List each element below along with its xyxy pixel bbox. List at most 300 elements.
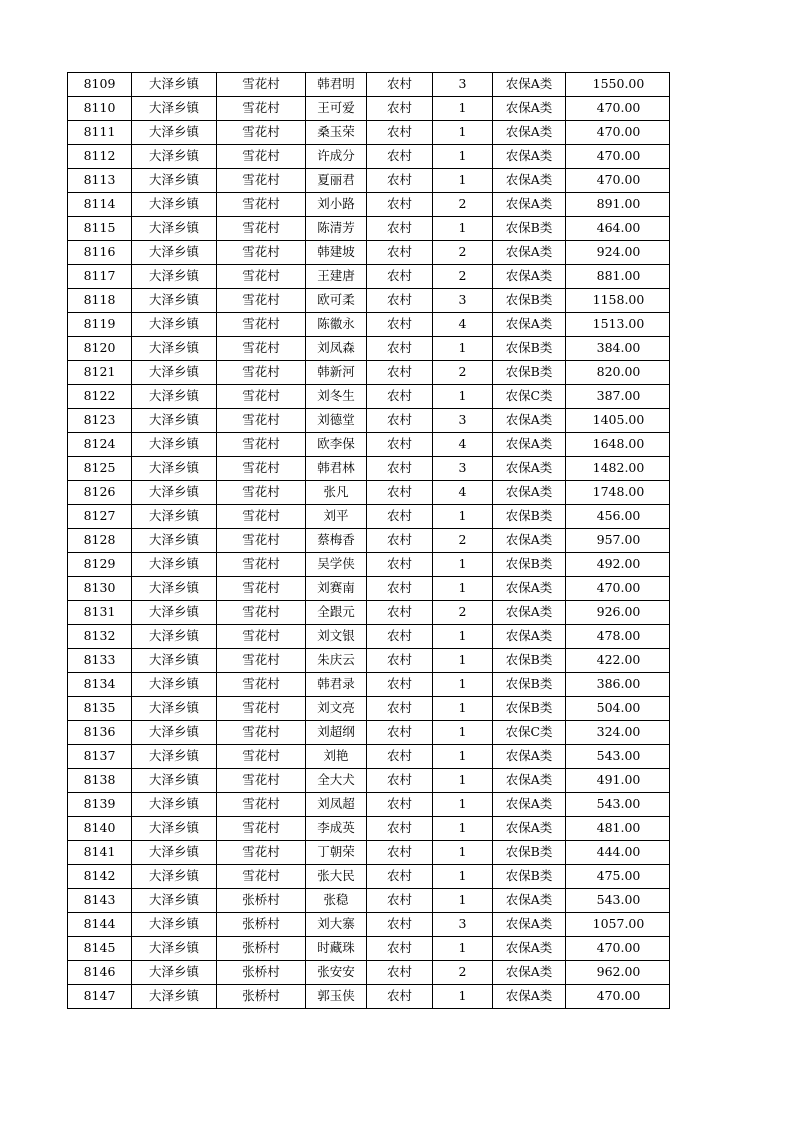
table-row — [68, 625, 670, 649]
amount-cell: 470.00 — [566, 169, 670, 193]
village-cell: 雪花村 — [217, 433, 306, 457]
person-count-cell: 1 — [433, 217, 493, 241]
category-cell: 农保B类 — [493, 289, 566, 313]
village-cell: 雪花村 — [217, 529, 306, 553]
name-cell: 张大民 — [306, 865, 367, 889]
person-count-cell: 1 — [433, 649, 493, 673]
category-cell: 农保A类 — [493, 745, 566, 769]
township-cell: 大泽乡镇 — [132, 385, 217, 409]
township-cell: 大泽乡镇 — [132, 97, 217, 121]
township-cell: 大泽乡镇 — [132, 361, 217, 385]
table-row — [68, 145, 670, 169]
person-count-cell: 1 — [433, 697, 493, 721]
serial-number-cell: 8146 — [68, 961, 132, 985]
name-cell: 刘小路 — [306, 193, 367, 217]
household-type-cell: 农村 — [367, 769, 433, 793]
village-cell: 雪花村 — [217, 409, 306, 433]
serial-number-cell: 8130 — [68, 577, 132, 601]
name-cell: 刘超纲 — [306, 721, 367, 745]
township-cell: 大泽乡镇 — [132, 433, 217, 457]
category-cell: 农保A类 — [493, 457, 566, 481]
category-cell: 农保C类 — [493, 385, 566, 409]
township-cell: 大泽乡镇 — [132, 913, 217, 937]
person-count-cell: 3 — [433, 73, 493, 97]
serial-number-cell: 8123 — [68, 409, 132, 433]
person-count-cell: 4 — [433, 481, 493, 505]
township-cell: 大泽乡镇 — [132, 457, 217, 481]
serial-number-cell: 8113 — [68, 169, 132, 193]
township-cell: 大泽乡镇 — [132, 73, 217, 97]
person-count-cell: 2 — [433, 601, 493, 625]
village-cell: 雪花村 — [217, 193, 306, 217]
township-cell: 大泽乡镇 — [132, 673, 217, 697]
table-row — [68, 673, 670, 697]
household-type-cell: 农村 — [367, 97, 433, 121]
name-cell: 欧可柔 — [306, 289, 367, 313]
household-type-cell: 农村 — [367, 337, 433, 361]
household-type-cell: 农村 — [367, 721, 433, 745]
table-row — [68, 889, 670, 913]
serial-number-cell: 8119 — [68, 313, 132, 337]
township-cell: 大泽乡镇 — [132, 985, 217, 1009]
name-cell: 刘文亮 — [306, 697, 367, 721]
serial-number-cell: 8125 — [68, 457, 132, 481]
amount-cell: 1405.00 — [566, 409, 670, 433]
name-cell: 张凡 — [306, 481, 367, 505]
household-type-cell: 农村 — [367, 961, 433, 985]
amount-cell: 820.00 — [566, 361, 670, 385]
township-cell: 大泽乡镇 — [132, 265, 217, 289]
serial-number-cell: 8109 — [68, 73, 132, 97]
serial-number-cell: 8114 — [68, 193, 132, 217]
township-cell: 大泽乡镇 — [132, 337, 217, 361]
person-count-cell: 1 — [433, 337, 493, 361]
serial-number-cell: 8136 — [68, 721, 132, 745]
table-row — [68, 337, 670, 361]
village-cell: 张桥村 — [217, 889, 306, 913]
person-count-cell: 2 — [433, 241, 493, 265]
amount-cell: 422.00 — [566, 649, 670, 673]
category-cell: 农保B类 — [493, 649, 566, 673]
name-cell: 韩君林 — [306, 457, 367, 481]
person-count-cell: 1 — [433, 985, 493, 1009]
person-count-cell: 2 — [433, 361, 493, 385]
township-cell: 大泽乡镇 — [132, 889, 217, 913]
person-count-cell: 1 — [433, 145, 493, 169]
amount-cell: 386.00 — [566, 673, 670, 697]
amount-cell: 384.00 — [566, 337, 670, 361]
township-cell: 大泽乡镇 — [132, 865, 217, 889]
amount-cell: 470.00 — [566, 121, 670, 145]
category-cell: 农保A类 — [493, 241, 566, 265]
category-cell: 农保A类 — [493, 625, 566, 649]
category-cell: 农保A类 — [493, 817, 566, 841]
category-cell: 农保A类 — [493, 97, 566, 121]
village-cell: 雪花村 — [217, 769, 306, 793]
serial-number-cell: 8120 — [68, 337, 132, 361]
name-cell: 朱庆云 — [306, 649, 367, 673]
table-row — [68, 745, 670, 769]
category-cell: 农保A类 — [493, 265, 566, 289]
household-type-cell: 农村 — [367, 169, 433, 193]
serial-number-cell: 8144 — [68, 913, 132, 937]
household-type-cell: 农村 — [367, 193, 433, 217]
amount-cell: 543.00 — [566, 889, 670, 913]
village-cell: 张桥村 — [217, 913, 306, 937]
person-count-cell: 1 — [433, 97, 493, 121]
amount-cell: 957.00 — [566, 529, 670, 553]
serial-number-cell: 8139 — [68, 793, 132, 817]
village-cell: 雪花村 — [217, 721, 306, 745]
village-cell: 雪花村 — [217, 841, 306, 865]
person-count-cell: 1 — [433, 745, 493, 769]
category-cell: 农保B类 — [493, 673, 566, 697]
table-row — [68, 169, 670, 193]
village-cell: 雪花村 — [217, 121, 306, 145]
category-cell: 农保A类 — [493, 193, 566, 217]
name-cell: 刘冬生 — [306, 385, 367, 409]
township-cell: 大泽乡镇 — [132, 481, 217, 505]
name-cell: 王建唐 — [306, 265, 367, 289]
township-cell: 大泽乡镇 — [132, 193, 217, 217]
village-cell: 雪花村 — [217, 793, 306, 817]
table-row — [68, 961, 670, 985]
person-count-cell: 1 — [433, 553, 493, 577]
amount-cell: 470.00 — [566, 577, 670, 601]
township-cell: 大泽乡镇 — [132, 841, 217, 865]
category-cell: 农保A类 — [493, 601, 566, 625]
township-cell: 大泽乡镇 — [132, 745, 217, 769]
name-cell: 李成英 — [306, 817, 367, 841]
table-row — [68, 985, 670, 1009]
person-count-cell: 3 — [433, 913, 493, 937]
person-count-cell: 1 — [433, 673, 493, 697]
serial-number-cell: 8138 — [68, 769, 132, 793]
serial-number-cell: 8147 — [68, 985, 132, 1009]
village-cell: 张桥村 — [217, 937, 306, 961]
township-cell: 大泽乡镇 — [132, 313, 217, 337]
category-cell: 农保A类 — [493, 313, 566, 337]
household-type-cell: 农村 — [367, 985, 433, 1009]
name-cell: 刘凤超 — [306, 793, 367, 817]
name-cell: 韩君明 — [306, 73, 367, 97]
household-type-cell: 农村 — [367, 601, 433, 625]
name-cell: 许成分 — [306, 145, 367, 169]
township-cell: 大泽乡镇 — [132, 553, 217, 577]
amount-cell: 1513.00 — [566, 313, 670, 337]
township-cell: 大泽乡镇 — [132, 625, 217, 649]
person-count-cell: 1 — [433, 121, 493, 145]
township-cell: 大泽乡镇 — [132, 697, 217, 721]
name-cell: 吴学侠 — [306, 553, 367, 577]
household-type-cell: 农村 — [367, 505, 433, 529]
township-cell: 大泽乡镇 — [132, 721, 217, 745]
table-row — [68, 505, 670, 529]
household-type-cell: 农村 — [367, 265, 433, 289]
person-count-cell: 1 — [433, 841, 493, 865]
household-type-cell: 农村 — [367, 145, 433, 169]
name-cell: 丁朝荣 — [306, 841, 367, 865]
township-cell: 大泽乡镇 — [132, 169, 217, 193]
serial-number-cell: 8118 — [68, 289, 132, 313]
name-cell: 韩建坡 — [306, 241, 367, 265]
serial-number-cell: 8132 — [68, 625, 132, 649]
township-cell: 大泽乡镇 — [132, 793, 217, 817]
table-row — [68, 385, 670, 409]
serial-number-cell: 8135 — [68, 697, 132, 721]
table-row — [68, 313, 670, 337]
amount-cell: 478.00 — [566, 625, 670, 649]
household-type-cell: 农村 — [367, 745, 433, 769]
township-cell: 大泽乡镇 — [132, 529, 217, 553]
serial-number-cell: 8117 — [68, 265, 132, 289]
township-cell: 大泽乡镇 — [132, 289, 217, 313]
table-row — [68, 361, 670, 385]
household-type-cell: 农村 — [367, 793, 433, 817]
household-type-cell: 农村 — [367, 385, 433, 409]
household-type-cell: 农村 — [367, 361, 433, 385]
serial-number-cell: 8111 — [68, 121, 132, 145]
category-cell: 农保A类 — [493, 409, 566, 433]
amount-cell: 491.00 — [566, 769, 670, 793]
category-cell: 农保B类 — [493, 697, 566, 721]
amount-cell: 444.00 — [566, 841, 670, 865]
table-row — [68, 433, 670, 457]
name-cell: 刘大寨 — [306, 913, 367, 937]
person-count-cell: 2 — [433, 529, 493, 553]
category-cell: 农保B类 — [493, 217, 566, 241]
table-row — [68, 649, 670, 673]
village-cell: 雪花村 — [217, 817, 306, 841]
township-cell: 大泽乡镇 — [132, 649, 217, 673]
person-count-cell: 3 — [433, 457, 493, 481]
name-cell: 刘文银 — [306, 625, 367, 649]
table-row — [68, 97, 670, 121]
household-type-cell: 农村 — [367, 73, 433, 97]
table-row — [68, 265, 670, 289]
township-cell: 大泽乡镇 — [132, 121, 217, 145]
person-count-cell: 2 — [433, 193, 493, 217]
table-row — [68, 73, 670, 97]
amount-cell: 470.00 — [566, 985, 670, 1009]
village-cell: 雪花村 — [217, 553, 306, 577]
person-count-cell: 1 — [433, 721, 493, 745]
person-count-cell: 1 — [433, 889, 493, 913]
amount-cell: 470.00 — [566, 937, 670, 961]
person-count-cell: 1 — [433, 793, 493, 817]
village-cell: 张桥村 — [217, 985, 306, 1009]
village-cell: 雪花村 — [217, 457, 306, 481]
table-row — [68, 841, 670, 865]
category-cell: 农保B类 — [493, 337, 566, 361]
village-cell: 雪花村 — [217, 313, 306, 337]
name-cell: 刘艳 — [306, 745, 367, 769]
village-cell: 雪花村 — [217, 649, 306, 673]
household-type-cell: 农村 — [367, 121, 433, 145]
table-row — [68, 121, 670, 145]
table-row — [68, 193, 670, 217]
amount-cell: 1482.00 — [566, 457, 670, 481]
name-cell: 欧李保 — [306, 433, 367, 457]
serial-number-cell: 8121 — [68, 361, 132, 385]
amount-cell: 881.00 — [566, 265, 670, 289]
household-type-cell: 农村 — [367, 553, 433, 577]
serial-number-cell: 8131 — [68, 601, 132, 625]
category-cell: 农保A类 — [493, 961, 566, 985]
person-count-cell: 3 — [433, 289, 493, 313]
amount-cell: 926.00 — [566, 601, 670, 625]
table-row — [68, 529, 670, 553]
amount-cell: 1158.00 — [566, 289, 670, 313]
serial-number-cell: 8143 — [68, 889, 132, 913]
table-row — [68, 913, 670, 937]
table-row — [68, 937, 670, 961]
category-cell: 农保A类 — [493, 937, 566, 961]
name-cell: 刘德堂 — [306, 409, 367, 433]
table-row — [68, 721, 670, 745]
table-row — [68, 553, 670, 577]
village-cell: 雪花村 — [217, 169, 306, 193]
household-type-cell: 农村 — [367, 481, 433, 505]
household-type-cell: 农村 — [367, 577, 433, 601]
category-cell: 农保A类 — [493, 145, 566, 169]
person-count-cell: 2 — [433, 265, 493, 289]
name-cell: 蔡梅香 — [306, 529, 367, 553]
serial-number-cell: 8133 — [68, 649, 132, 673]
name-cell: 全跟元 — [306, 601, 367, 625]
village-cell: 雪花村 — [217, 865, 306, 889]
name-cell: 郭玉侠 — [306, 985, 367, 1009]
household-type-cell: 农村 — [367, 673, 433, 697]
household-type-cell: 农村 — [367, 697, 433, 721]
household-type-cell: 农村 — [367, 217, 433, 241]
person-count-cell: 1 — [433, 505, 493, 529]
category-cell: 农保A类 — [493, 793, 566, 817]
household-type-cell: 农村 — [367, 937, 433, 961]
township-cell: 大泽乡镇 — [132, 817, 217, 841]
village-cell: 雪花村 — [217, 577, 306, 601]
serial-number-cell: 8115 — [68, 217, 132, 241]
village-cell: 雪花村 — [217, 697, 306, 721]
category-cell: 农保A类 — [493, 769, 566, 793]
serial-number-cell: 8110 — [68, 97, 132, 121]
amount-cell: 504.00 — [566, 697, 670, 721]
serial-number-cell: 8129 — [68, 553, 132, 577]
person-count-cell: 1 — [433, 169, 493, 193]
amount-cell: 464.00 — [566, 217, 670, 241]
serial-number-cell: 8142 — [68, 865, 132, 889]
person-count-cell: 1 — [433, 865, 493, 889]
household-type-cell: 农村 — [367, 409, 433, 433]
name-cell: 韩新河 — [306, 361, 367, 385]
amount-cell: 543.00 — [566, 793, 670, 817]
township-cell: 大泽乡镇 — [132, 769, 217, 793]
township-cell: 大泽乡镇 — [132, 961, 217, 985]
household-type-cell: 农村 — [367, 241, 433, 265]
township-cell: 大泽乡镇 — [132, 409, 217, 433]
name-cell: 张稳 — [306, 889, 367, 913]
serial-number-cell: 8126 — [68, 481, 132, 505]
category-cell: 农保C类 — [493, 721, 566, 745]
village-cell: 雪花村 — [217, 385, 306, 409]
person-count-cell: 1 — [433, 817, 493, 841]
category-cell: 农保A类 — [493, 889, 566, 913]
category-cell: 农保B类 — [493, 865, 566, 889]
village-cell: 雪花村 — [217, 241, 306, 265]
name-cell: 夏丽君 — [306, 169, 367, 193]
category-cell: 农保A类 — [493, 169, 566, 193]
name-cell: 全大犬 — [306, 769, 367, 793]
village-cell: 雪花村 — [217, 625, 306, 649]
amount-cell: 891.00 — [566, 193, 670, 217]
amount-cell: 1550.00 — [566, 73, 670, 97]
serial-number-cell: 8127 — [68, 505, 132, 529]
household-type-cell: 农村 — [367, 457, 433, 481]
name-cell: 刘凤森 — [306, 337, 367, 361]
name-cell: 桑玉荣 — [306, 121, 367, 145]
amount-cell: 470.00 — [566, 145, 670, 169]
serial-number-cell: 8140 — [68, 817, 132, 841]
township-cell: 大泽乡镇 — [132, 241, 217, 265]
serial-number-cell: 8122 — [68, 385, 132, 409]
category-cell: 农保A类 — [493, 985, 566, 1009]
village-cell: 雪花村 — [217, 337, 306, 361]
category-cell: 农保A类 — [493, 913, 566, 937]
household-type-cell: 农村 — [367, 913, 433, 937]
amount-cell: 924.00 — [566, 241, 670, 265]
amount-cell: 387.00 — [566, 385, 670, 409]
household-type-cell: 农村 — [367, 649, 433, 673]
category-cell: 农保A类 — [493, 577, 566, 601]
person-count-cell: 2 — [433, 961, 493, 985]
table-row — [68, 769, 670, 793]
village-cell: 雪花村 — [217, 673, 306, 697]
person-count-cell: 4 — [433, 313, 493, 337]
township-cell: 大泽乡镇 — [132, 217, 217, 241]
amount-cell: 1748.00 — [566, 481, 670, 505]
name-cell: 韩君录 — [306, 673, 367, 697]
amount-cell: 1057.00 — [566, 913, 670, 937]
serial-number-cell: 8137 — [68, 745, 132, 769]
serial-number-cell: 8141 — [68, 841, 132, 865]
table-row — [68, 697, 670, 721]
village-cell: 雪花村 — [217, 145, 306, 169]
household-type-cell: 农村 — [367, 865, 433, 889]
category-cell: 农保B类 — [493, 553, 566, 577]
category-cell: 农保B类 — [493, 841, 566, 865]
table-row — [68, 217, 670, 241]
village-cell: 雪花村 — [217, 97, 306, 121]
table-row — [68, 817, 670, 841]
amount-cell: 543.00 — [566, 745, 670, 769]
person-count-cell: 1 — [433, 625, 493, 649]
household-type-cell: 农村 — [367, 289, 433, 313]
name-cell: 刘平 — [306, 505, 367, 529]
name-cell: 王可爱 — [306, 97, 367, 121]
name-cell: 刘赛南 — [306, 577, 367, 601]
amount-cell: 481.00 — [566, 817, 670, 841]
table-row — [68, 601, 670, 625]
village-cell: 雪花村 — [217, 73, 306, 97]
village-cell: 雪花村 — [217, 505, 306, 529]
serial-number-cell: 8128 — [68, 529, 132, 553]
household-type-cell: 农村 — [367, 313, 433, 337]
name-cell: 陈清芳 — [306, 217, 367, 241]
village-cell: 雪花村 — [217, 265, 306, 289]
category-cell: 农保A类 — [493, 481, 566, 505]
table-row — [68, 289, 670, 313]
name-cell: 陈徽永 — [306, 313, 367, 337]
